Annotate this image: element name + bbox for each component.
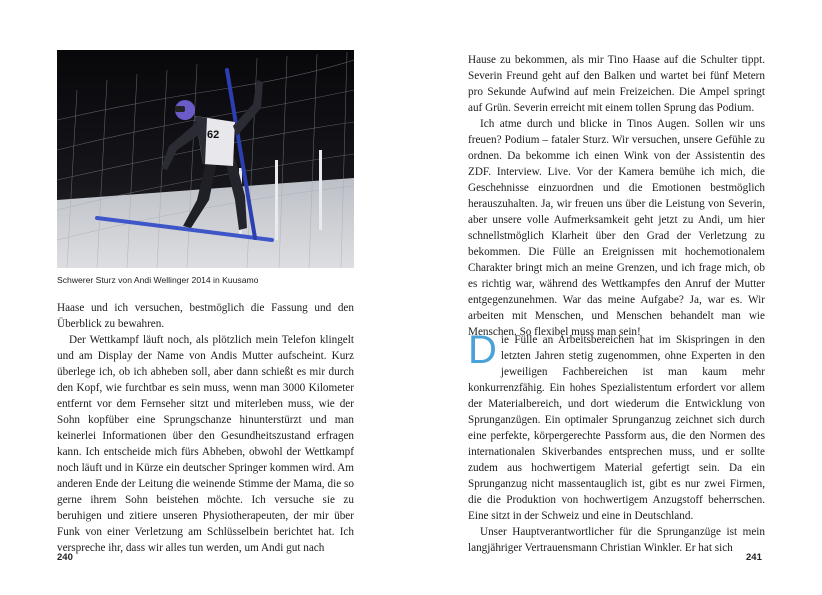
page-number: 241 — [746, 552, 762, 563]
left-body-text — [57, 300, 354, 556]
paragraph: Ich atme durch und blicke in Tinos Augen. Sollen wir uns freuen? Podium – fataler Sturz. Wir versuchen, unsere Gefühle zu ordnen. Da bekomme ich einen Wink von der Assistentin des ZDF. Interview. Live. Vor der Kamera bemühe ich mich, die Geschehnisse einzuordnen und die Emotionen bestmöglich herauszuhalten. Ja, wir freuen uns über die Leistung von Severin, aber unsere volle Aufmerksamkeit geht jetzt zu Andi, um hier schnellstmöglich Klarheit über den Grad der Verletzung zu bekommen. Die Fülle an Ereignissen mit hochemotionalem Charakter bringt mich an meine Grenzen, und ich frage mich, ob es richtig war, während des Wettkampfes den Anruf der Mutter entgegenzunehmen. War das meine Aufgabe? Ja, war es. Wir arbeiten mit Menschen, und Menschen behandelt man wie Menschen. So flexibel muss man sein! — [468, 118, 765, 338]
right-body-text-bottom — [468, 328, 765, 556]
paragraph-with-dropcap — [468, 328, 765, 524]
photo-caption: Schwerer Sturz von Andi Wellinger 2014 in Kuusamo — [57, 275, 259, 285]
right-body-text-top — [468, 52, 765, 340]
drop-cap: D — [468, 328, 497, 372]
page-number: 240 — [57, 552, 73, 563]
paragraph: Haase und ich versuchen, bestmöglich die Fassung und den Überblick zu bewahren. — [57, 302, 354, 330]
paragraph-text: ie Fülle an Arbeitsbereichen hat im Skispringen in den letzten Jahren stetig zugenommen, ohne Experten in den jeweiligen Fachbereichen ist man kaum mehr konkurrenzfähig. Ein hohes Spezialistentum erfordert vor allem der Materialbereich, und dort wiederum die Entwicklung von Sprunganzügen. Ein optimaler Sprunganzug zeichnet sich durch eine perfekte, körpergerechte Passform aus, die den Normen des internationalen Skiverbandes entsprechen muss, und er sollte zudem aus hochwertigem Material gefertigt sein. Da ein Sprunganzug nicht massentauglich ist, gibt es nur zwei Firmen, die die Produktion von hochwertigem Anzugstoff beherrschen. Eine sitzt in der Schweiz und eine in Deutschland. — [468, 334, 765, 522]
bib-number: 62 — [207, 129, 220, 141]
paragraph: Unser Hauptverantwortlicher für die Sprunganzüge ist mein langjähriger Vertrauensmann Christian Winkler. Er hat sich — [468, 526, 765, 554]
ski-jump-photo — [57, 50, 354, 268]
photo-illustration — [57, 50, 354, 268]
paragraph: Der Wettkampf läuft noch, als plötzlich mein Telefon klingelt und am Display der Name von Andis Mutter aufscheint. Kurz überlege ich, ob ich abheben soll, aber dann schießt es mir durch den Kopf, wie furchtbar es sein muss, wenn man 3000 Kilometer entfernt vor dem Fernseher sitzt und miterleben muss, wie der Sohn kopfüber eine Sprungschanze hinunterstürzt und man keinerlei Informationen über den Gesundheitszustand erfragen kann. Ich entscheide mich fürs Abheben, obwohl der Wettkampf noch läuft und in Kürze ein deutscher Springer kommen wird. Am anderen Ende der Leitung die weinende Stimme der Mama, die so gerne ihrem Sohn beistehen möchte. Ich versuche sie zu beruhigen und zitiere unseren Physiotherapeuten, der mir über Funk von einer Verletzung am Schlüsselbein berichtet hat. Ich verspreche ihr, dass wir alles tun werden, um Andi gut nach — [57, 334, 354, 554]
paragraph: Hause zu bekommen, als mir Tino Haase auf die Schulter tippt. Severin Freund geht auf den Balken und wartet bei fünf Metern pro Sekunde Aufwind auf mein Freizeichen. Die Ampel springt auf Grün. Severin erreicht mit einem tollen Sprung das Podium. — [468, 54, 765, 114]
